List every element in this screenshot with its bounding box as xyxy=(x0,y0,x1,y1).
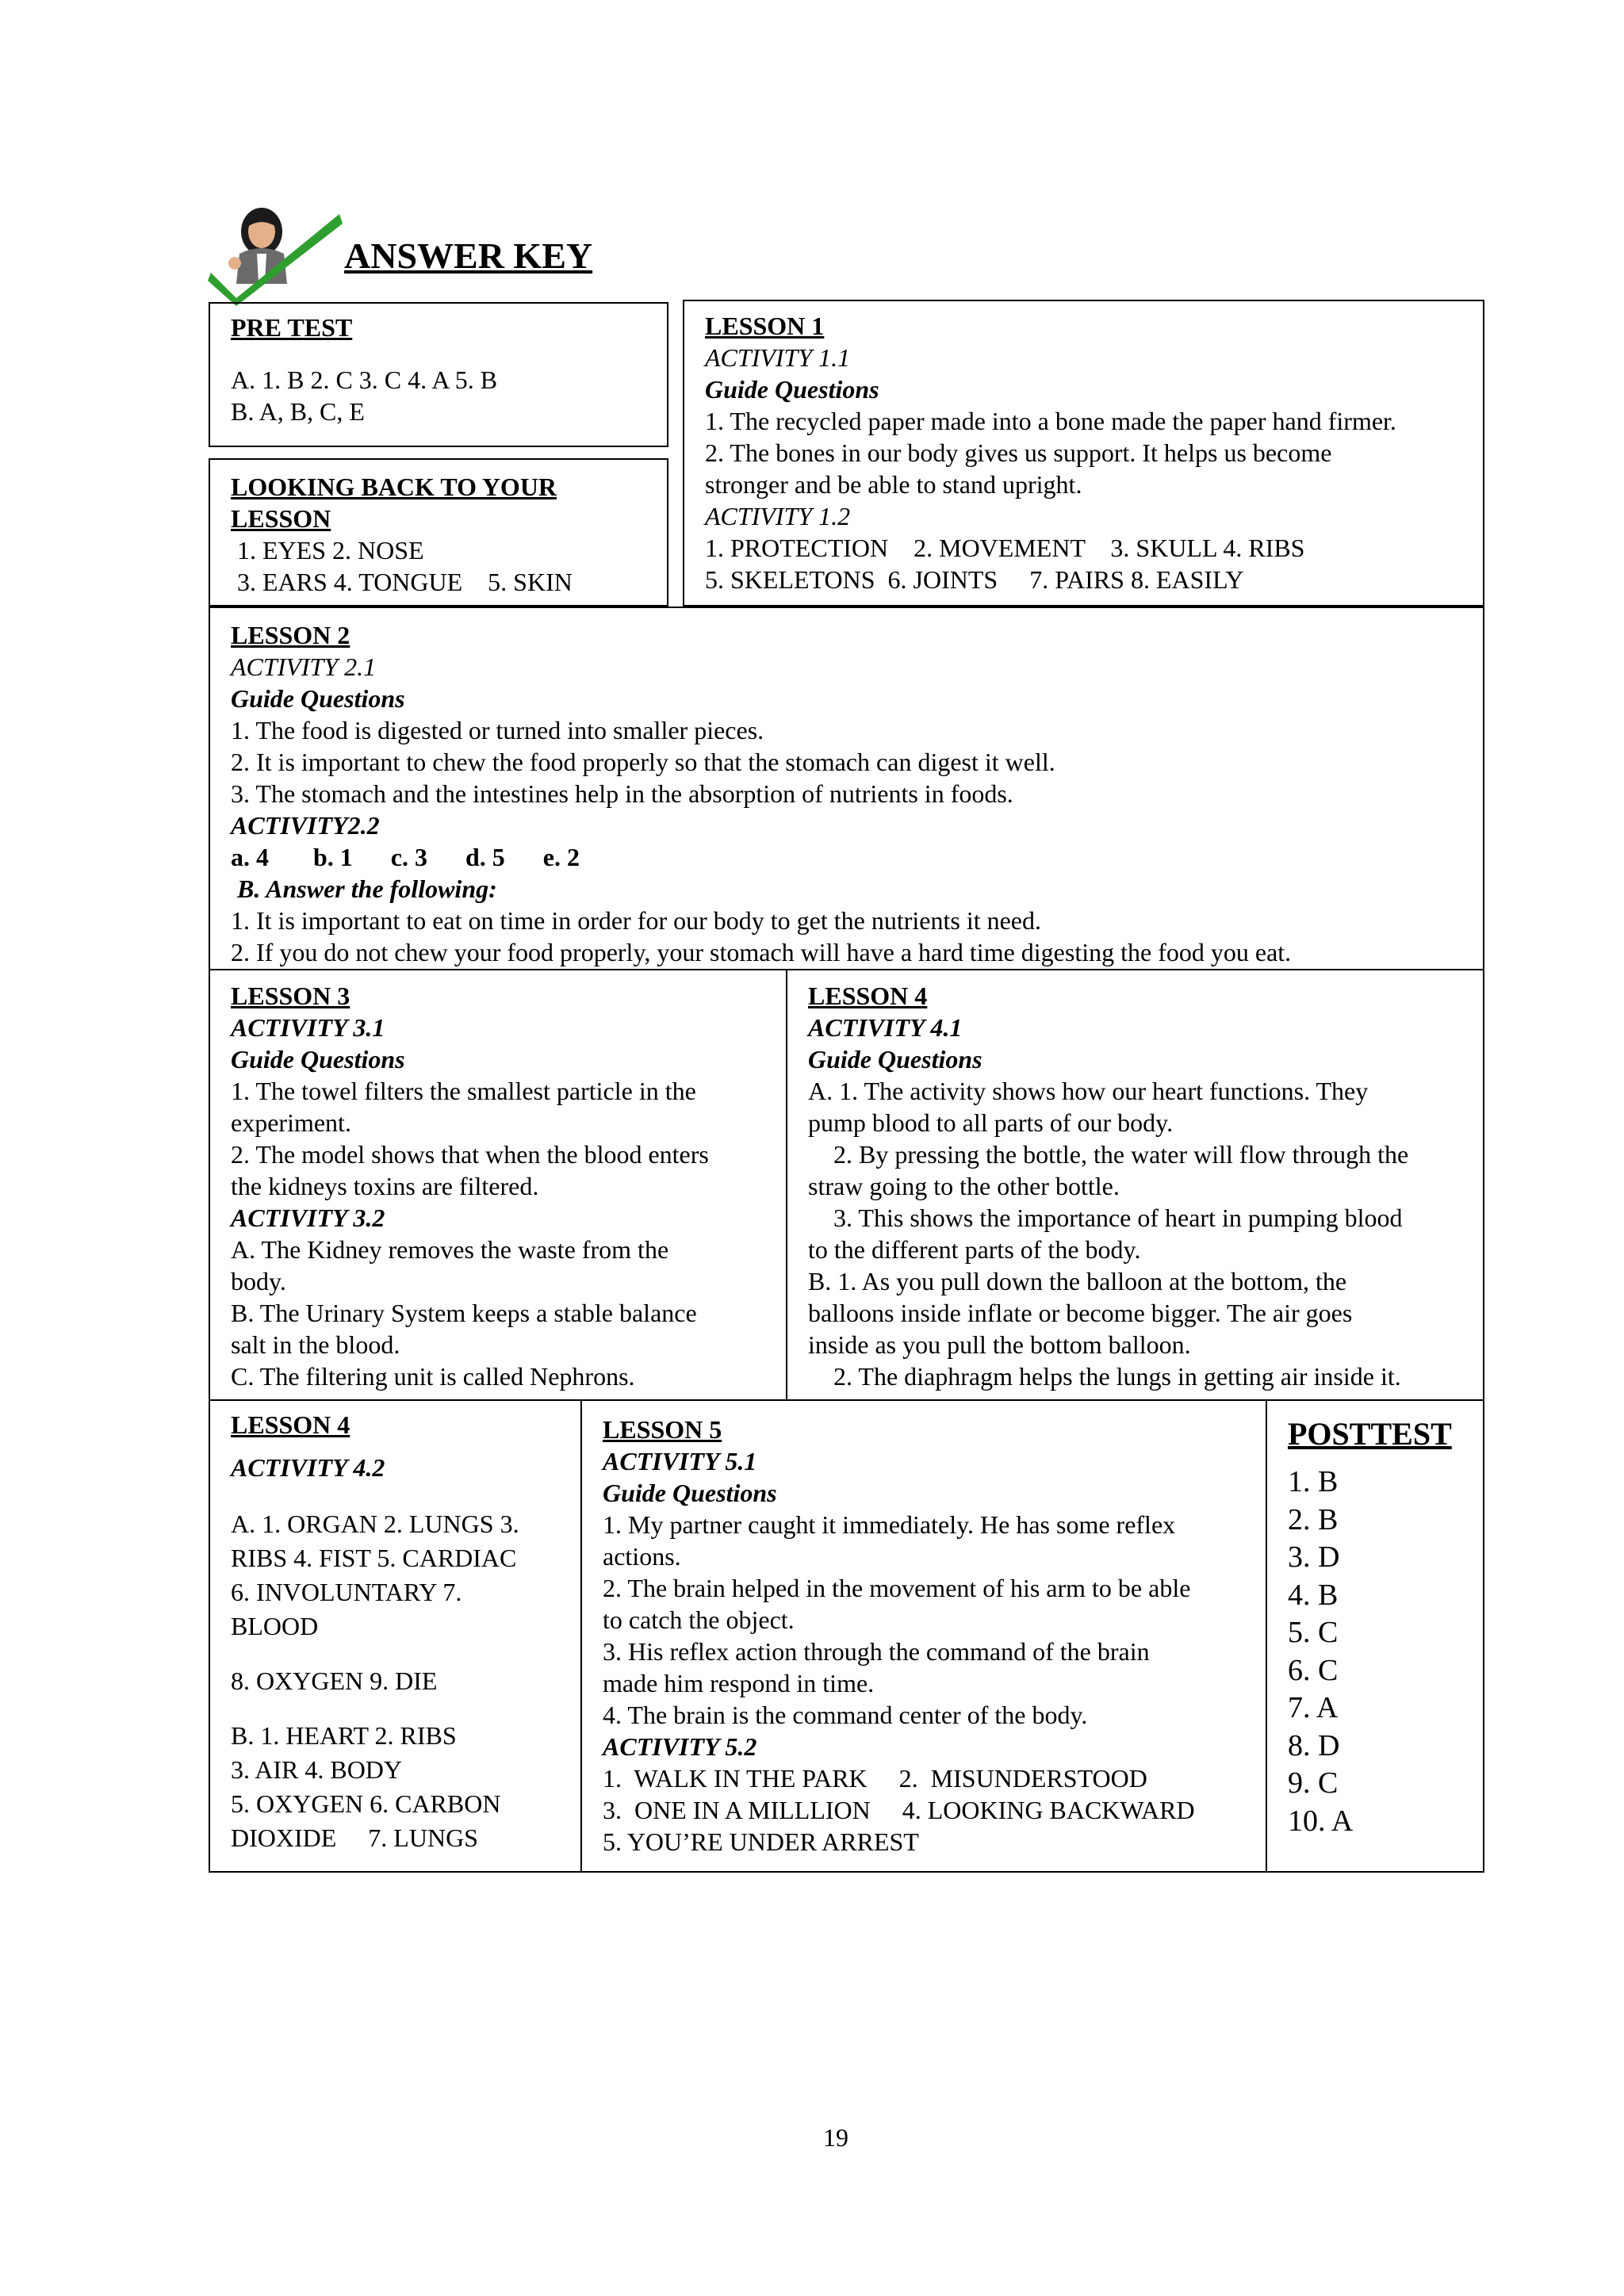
lesson1-box xyxy=(683,300,1484,607)
lesson4-guide-questions: Guide Questions xyxy=(808,1045,982,1073)
lesson5-box xyxy=(580,1399,1267,1873)
lesson4-activity41-box xyxy=(786,969,1484,1401)
lesson1-guide-questions: Guide Questions xyxy=(705,375,879,404)
lesson3-answer-1: 1. The towel filters the smallest particle in the xyxy=(231,1077,696,1105)
lesson4-activity-41: ACTIVITY 4.1 xyxy=(808,1013,963,1042)
posttest-item: 4. B xyxy=(1288,1578,1339,1612)
lesson4-line-7: B. 1. As you pull down the balloon at the bottom, the xyxy=(808,1267,1347,1295)
lesson5-answer-4: 4. The brain is the command center of the body. xyxy=(603,1701,1088,1729)
teacher-checkmark-icon xyxy=(208,190,343,306)
lesson3-answer-1-cont: experiment. xyxy=(231,1108,351,1137)
pretest-box xyxy=(209,302,668,447)
looking-back-answers-1: 1. EYES 2. NOSE xyxy=(231,536,424,564)
lesson4b-activity-42: ACTIVITY 4.2 xyxy=(231,1453,385,1482)
posttest-item: 5. C xyxy=(1288,1616,1339,1649)
lesson1-answer-1: 1. The recycled paper made into a bone made the paper hand firmer. xyxy=(705,407,1396,435)
lesson4-line-1: A. 1. The activity shows how our heart functions. They xyxy=(808,1077,1369,1105)
lesson1-words-2: 5. SKELETONS 6. JOINTS 7. PAIRS 8. EASILY xyxy=(705,565,1244,594)
lesson2-box xyxy=(209,607,1484,970)
lesson5-answer-1-cont: actions. xyxy=(603,1542,681,1571)
posttest-item: 1. B xyxy=(1288,1465,1339,1498)
posttest-item: 6. C xyxy=(1288,1653,1339,1687)
lesson4-activity42-box xyxy=(209,1399,582,1873)
posttest-item: 3. D xyxy=(1288,1540,1340,1574)
lesson2-answer-3: 3. The stomach and the intestines help in the absorption of nutrients in foods. xyxy=(231,779,1013,808)
lesson5-heading: LESSON 5 xyxy=(603,1415,722,1444)
lesson1-activity-2: ACTIVITY 1.2 xyxy=(705,502,851,530)
lesson1-heading: LESSON 1 xyxy=(705,312,825,340)
lesson3-answer-2: 2. The model shows that when the blood enters xyxy=(231,1140,709,1169)
looking-back-box xyxy=(209,458,668,607)
posttest-item: 8. D xyxy=(1288,1728,1340,1762)
page-title: ANSWER KEY xyxy=(344,235,593,276)
lesson4-line-5: 3. This shows the importance of heart in pumping blood xyxy=(808,1203,1403,1232)
looking-back-heading: LOOKING BACK TO YOUR xyxy=(231,473,557,501)
lesson4b-answer-a-1: A. 1. ORGAN 2. LUNGS 3. xyxy=(231,1510,519,1538)
lesson4-line-4: straw going to the other bottle. xyxy=(808,1172,1120,1200)
lesson4-line-3: 2. By pressing the bottle, the water will flow through the xyxy=(808,1140,1409,1169)
lesson5-answer-1: 1. My partner caught it immediately. He has some reflex xyxy=(603,1510,1176,1539)
posttest-box xyxy=(1266,1399,1484,1873)
lesson5-answer-3: 3. His reflex action through the command of the brain xyxy=(603,1637,1150,1666)
lesson5-answer-2-cont: to catch the object. xyxy=(603,1605,795,1634)
lesson4-heading: LESSON 4 xyxy=(808,982,928,1010)
lesson4b-answer-a-2: RIBS 4. FIST 5. CARDIAC xyxy=(231,1544,517,1572)
lesson2-matching-answers: a. 4 b. 1 c. 3 d. 5 e. 2 xyxy=(231,843,580,871)
posttest-item: 7. A xyxy=(1288,1691,1339,1724)
lesson4b-answer-a-3: 6. INVOLUNTARY 7. xyxy=(231,1578,462,1606)
lesson1-answer-2-cont: stronger and be able to stand upright. xyxy=(705,470,1082,499)
lesson4b-heading: LESSON 4 xyxy=(231,1410,350,1439)
looking-back-answers-2: 3. EARS 4. TONGUE 5. SKIN xyxy=(231,568,573,596)
lesson5-answer-3-cont: made him respond in time. xyxy=(603,1669,875,1697)
lesson5-idioms-3: 5. YOU’RE UNDER ARREST xyxy=(603,1827,919,1856)
lesson2-answer-2: 2. It is important to chew the food properly so that the stomach can digest it well. xyxy=(231,748,1055,776)
lesson2-heading: LESSON 2 xyxy=(231,621,350,649)
lesson1-words-1: 1. PROTECTION 2. MOVEMENT 3. SKULL 4. RIBS xyxy=(705,534,1305,562)
lesson4-line-8: balloons inside inflate or become bigger. The air goes xyxy=(808,1299,1353,1327)
looking-back-heading-2: LESSON xyxy=(231,504,331,533)
lesson5-activity-1: ACTIVITY 5.1 xyxy=(603,1447,757,1475)
lesson3-heading: LESSON 3 xyxy=(231,982,350,1010)
lesson5-idioms-1: 1. WALK IN THE PARK 2. MISUNDERSTOOD xyxy=(603,1764,1147,1793)
pretest-answers-a: A. 1. B 2. C 3. C 4. A 5. B xyxy=(231,365,498,394)
lesson4b-answer-b-2: 3. AIR 4. BODY xyxy=(231,1755,403,1784)
lesson2-activity-2: ACTIVITY2.2 xyxy=(231,811,380,840)
lesson4b-answer-a-4: BLOOD xyxy=(231,1612,319,1640)
lesson4-line-6: to the different parts of the body. xyxy=(808,1235,1141,1264)
lesson5-idioms-2: 3. ONE IN A MILLLION 4. LOOKING BACKWARD xyxy=(603,1796,1195,1824)
lesson5-activity-2: ACTIVITY 5.2 xyxy=(603,1732,757,1761)
lesson3-guide-questions: Guide Questions xyxy=(231,1045,405,1073)
lesson3-activity-1: ACTIVITY 3.1 xyxy=(231,1013,385,1042)
posttest-item: 2. B xyxy=(1288,1502,1339,1536)
posttest-item: 10. A xyxy=(1288,1804,1354,1838)
lesson2-part-b-answer-2: 2. If you do not chew your food properly, your stomach will have a hard time digesting the food you eat. xyxy=(231,938,1292,966)
lesson1-answer-2: 2. The bones in our body gives us support. It helps us become xyxy=(705,438,1332,467)
lesson3-box xyxy=(209,969,787,1401)
lesson2-part-b-heading: B. Answer the following: xyxy=(231,874,497,903)
lesson4b-answer-b-3: 5. OXYGEN 6. CARBON xyxy=(231,1789,501,1818)
lesson2-guide-questions: Guide Questions xyxy=(231,684,405,713)
lesson1-activity-1: ACTIVITY 1.1 xyxy=(705,343,851,372)
posttest-item: 9. C xyxy=(1288,1766,1339,1800)
lesson3-answer-c: C. The filtering unit is called Nephrons. xyxy=(231,1362,635,1391)
posttest-heading: POSTTEST xyxy=(1288,1416,1452,1452)
lesson3-answer-2-cont: the kidneys toxins are filtered. xyxy=(231,1172,539,1200)
lesson4b-answer-a-5: 8. OXYGEN 9. DIE xyxy=(231,1667,438,1695)
lesson4-line-9: inside as you pull the bottom balloon. xyxy=(808,1330,1191,1359)
pretest-answers-b: B. A, B, C, E xyxy=(231,397,365,426)
lesson3-answer-b-cont: salt in the blood. xyxy=(231,1330,400,1359)
lesson3-activity-2: ACTIVITY 3.2 xyxy=(231,1203,385,1232)
lesson2-part-b-answer-1: 1. It is important to eat on time in order for our body to get the nutrients it need. xyxy=(231,906,1041,935)
lesson5-guide-questions: Guide Questions xyxy=(603,1479,777,1507)
lesson5-answer-2: 2. The brain helped in the movement of his arm to be able xyxy=(603,1574,1191,1602)
page-number: 19 xyxy=(823,2123,848,2152)
lesson4-line-10: 2. The diaphragm helps the lungs in getting air inside it. xyxy=(808,1362,1401,1391)
lesson4b-answer-b-1: B. 1. HEART 2. RIBS xyxy=(231,1721,457,1750)
lesson3-answer-b: B. The Urinary System keeps a stable balance xyxy=(231,1299,697,1327)
lesson2-answer-1: 1. The food is digested or turned into smaller pieces. xyxy=(231,716,764,744)
lesson4-line-2: pump blood to all parts of our body. xyxy=(808,1108,1174,1137)
lesson3-answer-a-cont: body. xyxy=(231,1267,286,1295)
lesson4b-answer-b-4: DIOXIDE 7. LUNGS xyxy=(231,1823,478,1852)
lesson3-answer-a: A. The Kidney removes the waste from the xyxy=(231,1235,669,1264)
pretest-heading: PRE TEST xyxy=(231,313,353,342)
lesson2-activity-1: ACTIVITY 2.1 xyxy=(231,652,377,681)
